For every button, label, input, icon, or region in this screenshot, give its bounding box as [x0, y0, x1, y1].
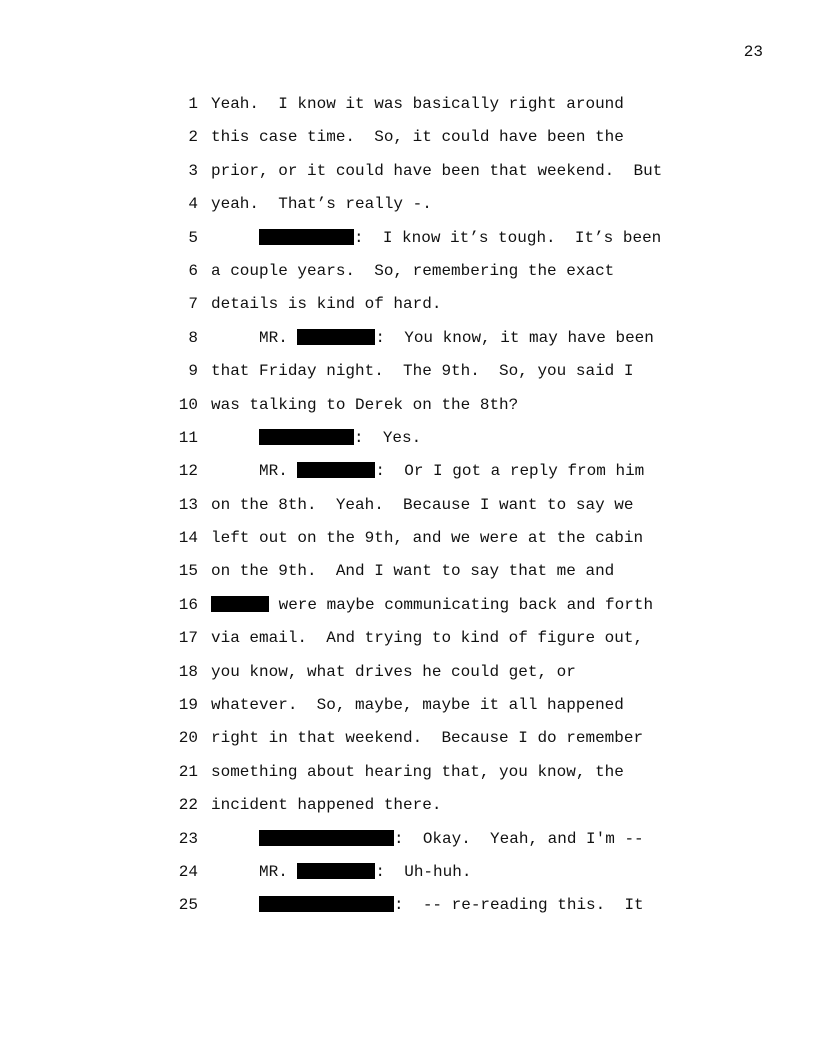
line-number: 18	[178, 662, 198, 681]
line-number: 6	[188, 261, 198, 280]
line-text: prior, or it could have been that weekend. But	[211, 161, 663, 180]
redaction-bar	[259, 429, 354, 445]
transcript-line	[170, 292, 690, 325]
transcript-line	[170, 559, 690, 592]
transcript-line	[170, 526, 690, 559]
transcript-line	[170, 493, 690, 526]
line-number: 11	[178, 428, 198, 447]
transcript-line	[170, 660, 690, 693]
line-number: 24	[178, 862, 198, 881]
line-text: on the 8th. Yeah. Because I want to say we	[211, 495, 634, 514]
transcript-line	[170, 626, 690, 659]
line-text: whatever. So, maybe, maybe it all happened	[211, 696, 624, 715]
transcript-line	[170, 860, 690, 893]
line-text: MR. : You know, it may have been	[211, 328, 654, 347]
line-number: 12	[178, 462, 198, 481]
line-text: incident happened there.	[211, 796, 442, 815]
line-text: this case time. So, it could have been the	[211, 128, 624, 147]
line-number: 17	[178, 629, 198, 648]
line-number: 4	[188, 195, 198, 214]
line-text: something about hearing that, you know, the	[211, 762, 624, 781]
redaction-bar	[259, 229, 354, 245]
redaction-bar	[297, 462, 375, 478]
transcript-line	[170, 326, 690, 359]
line-text: : -- re-reading this. It	[211, 893, 644, 917]
line-number: 13	[178, 495, 198, 514]
line-number: 3	[188, 161, 198, 180]
redaction-bar	[211, 596, 269, 612]
line-number: 9	[188, 362, 198, 381]
transcript-line	[170, 92, 690, 125]
transcript-line	[170, 259, 690, 292]
line-text: : Okay. Yeah, and I'm --	[211, 827, 644, 851]
transcript-line	[170, 393, 690, 426]
transcript-line	[170, 459, 690, 492]
line-number: 2	[188, 128, 198, 147]
redaction-bar	[297, 329, 375, 345]
line-text: MR. : Uh-huh.	[211, 862, 472, 881]
page-number: 23	[743, 43, 763, 61]
line-text: was talking to Derek on the 8th?	[211, 395, 519, 414]
transcript-line	[170, 426, 690, 459]
line-text: MR. : Or I got a reply from him	[211, 462, 645, 481]
redaction-bar	[259, 896, 394, 912]
line-text: on the 9th. And I want to say that me and	[211, 562, 615, 581]
line-text: left out on the 9th, and we were at the cabin	[211, 529, 644, 548]
transcript-line	[170, 893, 690, 926]
line-text: yeah. That’s really -.	[211, 195, 432, 214]
transcript-line	[170, 192, 690, 225]
transcript-line	[170, 159, 690, 192]
transcript-line	[170, 726, 690, 759]
line-number: 7	[188, 295, 198, 314]
transcript-line	[170, 793, 690, 826]
line-number: 16	[178, 595, 198, 614]
line-text: you know, what drives he could get, or	[211, 662, 576, 681]
line-number: 19	[178, 696, 198, 715]
line-text: : Yes.	[211, 426, 421, 450]
line-number: 23	[178, 829, 198, 848]
line-text: : I know it’s tough. It’s been	[211, 226, 661, 250]
line-number: 22	[178, 796, 198, 815]
redaction-bar	[297, 863, 375, 879]
transcript-line	[170, 359, 690, 392]
transcript-line	[170, 593, 690, 626]
line-number: 14	[178, 529, 198, 548]
line-number: 15	[178, 562, 198, 581]
line-number: 10	[178, 395, 198, 414]
transcript-line	[170, 693, 690, 726]
line-number: 25	[178, 896, 198, 915]
line-text: that Friday night. The 9th. So, you said I	[211, 362, 634, 381]
transcript-body	[170, 92, 690, 927]
transcript-line	[170, 125, 690, 158]
line-text: right in that weekend. Because I do remember	[211, 729, 644, 748]
line-text: were maybe communicating back and forth	[211, 593, 653, 617]
line-number: 21	[178, 762, 198, 781]
transcript-line	[170, 827, 690, 860]
transcript-line	[170, 226, 690, 259]
line-number: 1	[188, 95, 198, 113]
line-text: details is kind of hard.	[211, 295, 442, 314]
transcript-line	[170, 760, 690, 793]
line-text: a couple years. So, remembering the exact	[211, 261, 615, 280]
line-text: Yeah. I know it was basically right around	[211, 95, 624, 113]
line-number: 20	[178, 729, 198, 748]
line-text: via email. And trying to kind of figure out,	[211, 629, 644, 648]
line-number: 5	[188, 228, 198, 247]
redaction-bar	[259, 830, 394, 846]
line-number: 8	[188, 328, 198, 347]
